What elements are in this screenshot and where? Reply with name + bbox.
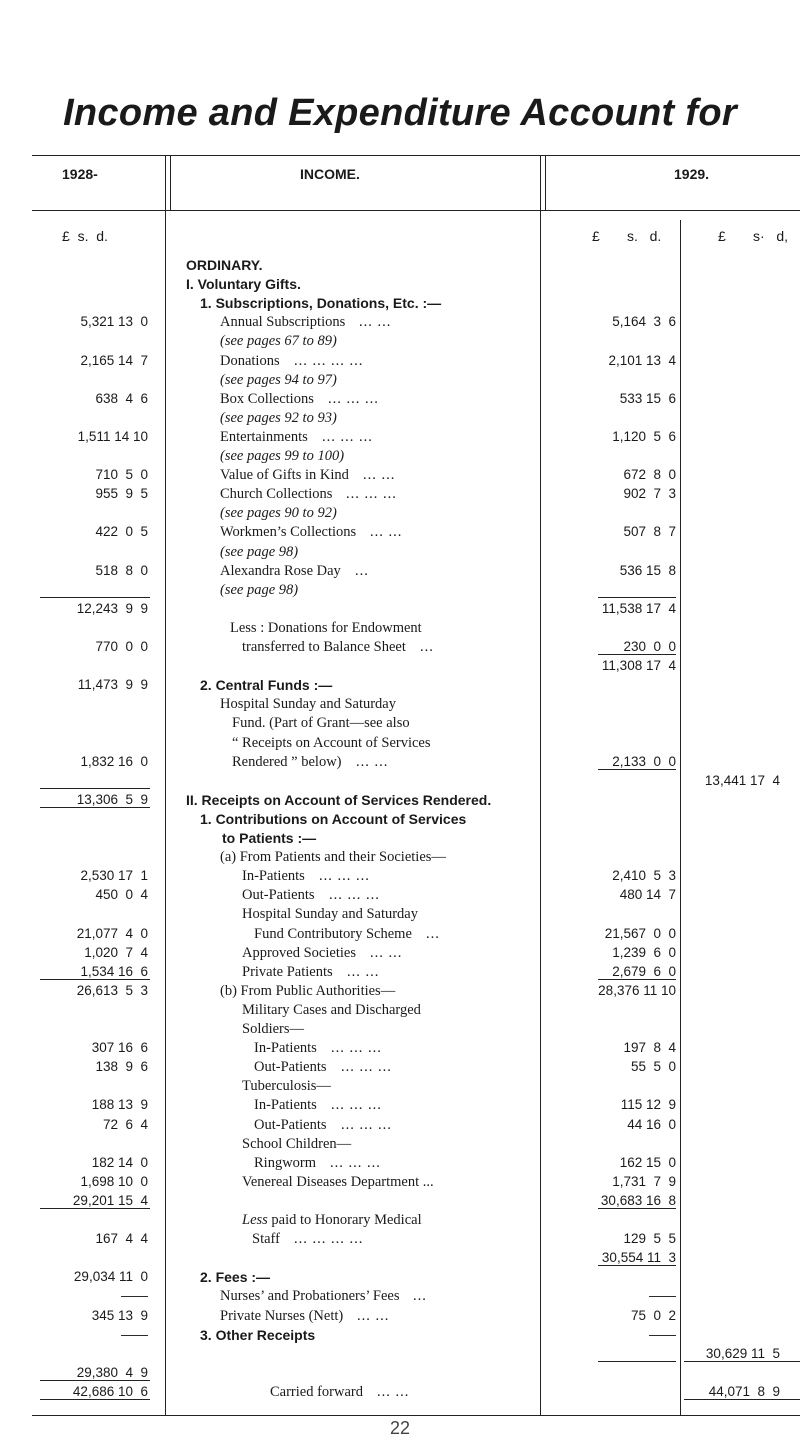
subtotal-rule [598, 1361, 676, 1362]
prev-year-amount: 2,165 14 7 [80, 352, 148, 368]
prev-year-amount: 138 9 6 [95, 1059, 148, 1075]
leader-dots: ... ... [377, 1383, 410, 1400]
prev-year-amount: 638 4 6 [95, 390, 148, 406]
table-row [0, 1001, 800, 1019]
prev-year-amount: 345 13 9 [91, 1307, 148, 1323]
current-year-item-amount: 11,308 17 4 [601, 658, 676, 674]
prev-year-amount: 29,034 11 0 [73, 1269, 148, 1285]
table-row [0, 1020, 800, 1038]
header-rule-bottom [32, 210, 800, 211]
current-year-item-amount: 21,567 0 0 [604, 925, 676, 941]
leader-dots: ... ... [356, 753, 389, 770]
less-word: Less [242, 1212, 268, 1228]
table-row [0, 313, 800, 331]
table-row [0, 772, 800, 790]
row-label: ORDINARY. [186, 257, 263, 273]
current-year-item-amount: 28,376 11 10 [598, 982, 676, 998]
table-row [0, 1135, 800, 1153]
row-label: Out-Patients [254, 1059, 327, 1076]
leader-dots: ... [413, 1288, 427, 1305]
current-year-item-amount: 536 15 8 [619, 562, 676, 578]
table-row [0, 543, 800, 561]
table-row [0, 734, 800, 752]
table-row [0, 810, 800, 828]
table-row [0, 753, 800, 771]
subtotal-rule [40, 807, 150, 808]
prev-year-amount: 26,613 5 3 [76, 982, 148, 998]
leader-dots: ... ... ... [341, 1116, 392, 1133]
leader-dots: ... ... [359, 314, 392, 331]
row-label: 2. Central Funds :— [200, 677, 333, 694]
table-row [0, 447, 800, 465]
row-label: Carried forward [270, 1383, 363, 1400]
table-row [0, 1173, 800, 1191]
leader-dots: ... ... ... ... [294, 1231, 364, 1248]
leader-dots: ... ... [357, 1307, 390, 1324]
subtotal-rule [598, 1265, 676, 1266]
table-row [0, 1039, 800, 1057]
table-row [0, 332, 800, 350]
bottom-rule [32, 1415, 800, 1416]
row-label: Annual Subscriptions [220, 314, 346, 331]
leader-dots: ... ... [363, 467, 396, 484]
header-curr-year: 1929. [674, 166, 710, 182]
leader-dots: ... ... ... [331, 1097, 382, 1114]
prev-units: £ s. d. [62, 228, 108, 244]
row-label: 3. Other Receipts [200, 1326, 316, 1343]
row-label: Hospital Sunday and Saturday [242, 906, 418, 923]
current-year-item-amount: 480 14 7 [619, 887, 676, 903]
row-label: (see pages 67 to 89) [220, 333, 337, 350]
row-label: School Children— [242, 1135, 352, 1152]
subtotal-rule [40, 979, 150, 980]
row-label: (see pages 92 to 93) [220, 409, 337, 426]
row-label: Less paid to Honorary Medical [242, 1212, 422, 1228]
row-label: Out-Patients [254, 1116, 327, 1133]
row-label: (see page 98) [220, 581, 299, 598]
table-row [0, 294, 800, 312]
current-year-item-amount: 5,164 3 6 [612, 314, 676, 330]
current-year-item-amount: 44 16 0 [627, 1116, 676, 1132]
leader-dots: ... ... ... [319, 868, 370, 885]
prev-year-amount: 29,380 4 9 [76, 1364, 148, 1380]
prev-year-amount: 518 8 0 [95, 562, 148, 578]
row-label: Fund. (Part of Grant—see also [232, 715, 410, 732]
row-label: (see pages 94 to 97) [220, 371, 337, 388]
header-section: INCOME. [300, 166, 360, 182]
prev-year-amount: 1,534 16 6 [80, 963, 148, 979]
prev-year-amount: 72 6 4 [102, 1116, 148, 1132]
row-label: Tuberculosis— [242, 1078, 331, 1095]
row-label: Less : Donations for Endowment [230, 619, 422, 636]
table-row [0, 714, 800, 732]
leader-dots: ... [420, 639, 434, 655]
current-year-total: 44,071 8 9 [708, 1383, 780, 1399]
current-year-item-amount: 115 12 9 [620, 1097, 676, 1113]
current-year-item-amount: 129 5 5 [623, 1231, 676, 1247]
current-year-total: 30,629 11 5 [705, 1345, 780, 1361]
table-row [0, 428, 800, 446]
row-label: 1. Subscriptions, Donations, Etc. :— [200, 295, 442, 312]
table-row [0, 1326, 800, 1344]
current-year-item-amount: 2,410 5 3 [612, 868, 676, 884]
header-rule-top [32, 155, 800, 156]
row-label: (see page 98) [220, 543, 299, 560]
row-label: Value of Gifts in Kind [220, 467, 349, 484]
row-label: In-Patients [254, 1097, 317, 1114]
table-row [0, 523, 800, 541]
prev-year-amount: 955 9 5 [95, 486, 148, 502]
row-label: I. Voluntary Gifts. [186, 276, 301, 293]
table-row [0, 848, 800, 866]
row-label: Approved Societies [242, 944, 356, 961]
prev-year-amount: 2,530 17 1 [80, 868, 148, 884]
prev-year-amount: 188 13 9 [91, 1097, 148, 1113]
prev-year-amount: 1,511 14 10 [77, 428, 148, 444]
row-label: In-Patients [242, 868, 305, 885]
current-year-item-amount: 2,101 13 4 [608, 352, 676, 368]
table-row [0, 982, 800, 1000]
row-label: In-Patients [254, 1040, 317, 1057]
table-row [0, 466, 800, 484]
row-label: Church Collections [220, 486, 333, 503]
row-label: 1. Contributions on Account of Services [200, 810, 467, 827]
table-row [0, 1211, 800, 1229]
curr-total-units: £ s· d, [718, 228, 789, 244]
row-label: (see pages 99 to 100) [220, 448, 345, 464]
row-label: Military Cases and Discharged [242, 1001, 421, 1018]
table-row [0, 1154, 800, 1172]
leader-dots: ... ... ... [329, 887, 380, 904]
prev-year-amount: 42,686 10 6 [72, 1383, 148, 1399]
current-year-item-amount: 30,554 11 3 [601, 1250, 676, 1266]
table-row [0, 352, 800, 370]
table-row [0, 485, 800, 503]
prev-year-amount: 29,201 15 4 [72, 1192, 148, 1208]
curr-mid-units: £ s. d. [592, 228, 662, 244]
subtotal-rule [40, 1380, 150, 1381]
table-row [0, 256, 800, 274]
subtotal-rule [598, 1208, 676, 1209]
current-year-item-amount: 533 15 6 [619, 390, 676, 406]
prev-year-amount: 1,020 7 4 [84, 944, 148, 960]
leader-dots: ... ... ... [331, 1040, 382, 1057]
row-label: Private Patients [242, 963, 333, 980]
current-year-item-amount: 507 8 7 [623, 524, 676, 540]
prev-year-amount: 710 5 0 [95, 467, 148, 483]
prev-year-amount: —— [121, 1288, 148, 1304]
table-row [0, 657, 800, 675]
leader-dots: ... [355, 562, 369, 579]
row-label: Rendered ” below) [232, 753, 342, 770]
table-row [0, 1287, 800, 1305]
table-row [0, 1268, 800, 1286]
current-year-item-amount: 1,731 7 9 [612, 1173, 676, 1189]
current-year-item-amount: 197 8 4 [623, 1040, 676, 1056]
leader-dots: ... ... ... [330, 1154, 381, 1171]
row-label: transferred to Balance Sheet [242, 639, 406, 655]
row-label: Out-Patients [242, 887, 315, 904]
table-row [0, 619, 800, 637]
leader-dots: ... ... ... ... [294, 352, 364, 369]
row-label: Alexandra Rose Day [220, 562, 341, 579]
table-row [0, 963, 800, 981]
table-row [0, 886, 800, 904]
current-year-item-amount: —— [649, 1326, 676, 1342]
current-year-item-amount: 55 5 0 [630, 1059, 676, 1075]
page-title: Income and Expenditure Account for [63, 92, 737, 134]
prev-year-amount: 11,473 9 9 [77, 677, 148, 693]
table-row [0, 638, 800, 656]
header-prev-year: 1928- [62, 166, 98, 182]
row-label: II. Receipts on Account of Services Rendered. [186, 791, 492, 808]
table-row [0, 504, 800, 522]
table-row [0, 562, 800, 580]
current-year-item-amount: 230 0 0 [623, 639, 676, 654]
leader-dots: ... ... ... [328, 390, 379, 407]
row-label: (see pages 90 to 92) [220, 505, 337, 522]
subtotal-rule [684, 1399, 800, 1400]
table-row [0, 1116, 800, 1134]
leader-dots: ... ... ... [346, 486, 397, 503]
column-divider-2b [545, 155, 546, 210]
prev-year-amount: 182 14 0 [91, 1154, 148, 1170]
table-row [0, 275, 800, 293]
table-row [0, 600, 800, 618]
subtotal-rule [40, 597, 150, 598]
prev-year-amount: 307 16 6 [91, 1040, 148, 1056]
table-row [0, 371, 800, 389]
current-year-total: 13,441 17 4 [704, 772, 780, 788]
table-row [0, 581, 800, 599]
subtotal-rule [598, 597, 676, 598]
row-label: Entertainments [220, 428, 308, 445]
table-row [0, 829, 800, 847]
leader-dots: ... [426, 925, 440, 942]
row-label: (a) From Patients and their Societies— [220, 849, 446, 866]
table-row [0, 676, 800, 694]
subtotal-rule [40, 1208, 150, 1209]
prev-year-amount: 21,077 4 0 [76, 925, 148, 941]
table-row [0, 1345, 800, 1363]
prev-year-amount: 1,832 16 0 [80, 753, 148, 769]
current-year-item-amount: 30,683 16 8 [600, 1192, 676, 1208]
leader-dots: ... ... ... [341, 1059, 392, 1076]
table-row [0, 1307, 800, 1325]
subtotal-rule [598, 769, 676, 770]
row-label: 2. Fees :— [200, 1269, 271, 1286]
table-row [0, 390, 800, 408]
column-divider-1b [170, 155, 171, 210]
current-year-item-amount: —— [649, 1288, 676, 1304]
subtotal-rule [684, 1361, 800, 1362]
table-row [0, 695, 800, 713]
leader-dots: ... ... [370, 524, 403, 541]
prev-year-amount: 167 4 4 [95, 1231, 148, 1247]
current-year-item-amount: 75 0 2 [630, 1307, 676, 1323]
table-row [0, 925, 800, 943]
table-row [0, 1230, 800, 1248]
prev-year-amount: 422 0 5 [95, 524, 148, 540]
prev-year-amount: —— [121, 1326, 148, 1342]
leader-dots: ... ... [370, 944, 403, 961]
current-year-item-amount: 1,120 5 6 [612, 428, 676, 444]
subtotal-rule [598, 654, 676, 655]
current-year-item-amount: 1,239 6 0 [612, 944, 676, 960]
current-year-item-amount: 2,679 6 0 [612, 963, 676, 979]
table-row [0, 867, 800, 885]
prev-year-amount: 770 0 0 [95, 639, 148, 654]
table-row [0, 905, 800, 923]
row-label: to Patients :— [222, 830, 317, 846]
row-label: Donations [220, 352, 280, 369]
row-label: “ Receipts on Account of Services [232, 734, 431, 751]
prev-year-amount: 450 0 4 [95, 887, 148, 903]
leader-dots: ... ... [347, 963, 380, 980]
row-label: Nurses’ and Probationers’ Fees [220, 1288, 400, 1305]
row-label: Box Collections [220, 390, 314, 407]
prev-year-amount: 1,698 10 0 [80, 1173, 148, 1189]
page-number: 22 [389, 1418, 411, 1438]
table-row [0, 409, 800, 427]
prev-year-amount: 13,306 5 9 [76, 791, 148, 807]
leader-dots: ... ... ... [322, 428, 373, 445]
row-label: Venereal Diseases Department ... [242, 1173, 434, 1190]
current-year-item-amount: 162 15 0 [619, 1154, 676, 1170]
table-row [0, 944, 800, 962]
table-row [0, 1096, 800, 1114]
current-year-item-amount: 2,133 0 0 [612, 753, 676, 769]
prev-year-amount: 12,243 9 9 [76, 600, 148, 616]
row-label: Staff [252, 1231, 280, 1248]
row-label: Ringworm [254, 1154, 317, 1171]
table-row [0, 1077, 800, 1095]
prev-year-amount: 5,321 13 0 [80, 314, 148, 330]
table-row [0, 1058, 800, 1076]
row-label: Soldiers— [242, 1021, 305, 1037]
current-year-item-amount: 11,538 17 4 [601, 600, 676, 616]
subtotal-rule [40, 1399, 150, 1400]
subtotal-rule [598, 979, 676, 980]
current-year-item-amount: 672 8 0 [623, 467, 676, 483]
subtotal-rule [40, 788, 150, 789]
row-label: Fund Contributory Scheme [254, 925, 412, 942]
row-label: Hospital Sunday and Saturday [220, 696, 396, 713]
row-label: (b) From Public Authorities— [220, 982, 396, 999]
current-year-item-amount: 902 7 3 [623, 486, 676, 502]
table-row [0, 1249, 800, 1267]
row-label: Workmen’s Collections [220, 524, 357, 541]
row-label: Private Nurses (Nett) [220, 1307, 344, 1324]
